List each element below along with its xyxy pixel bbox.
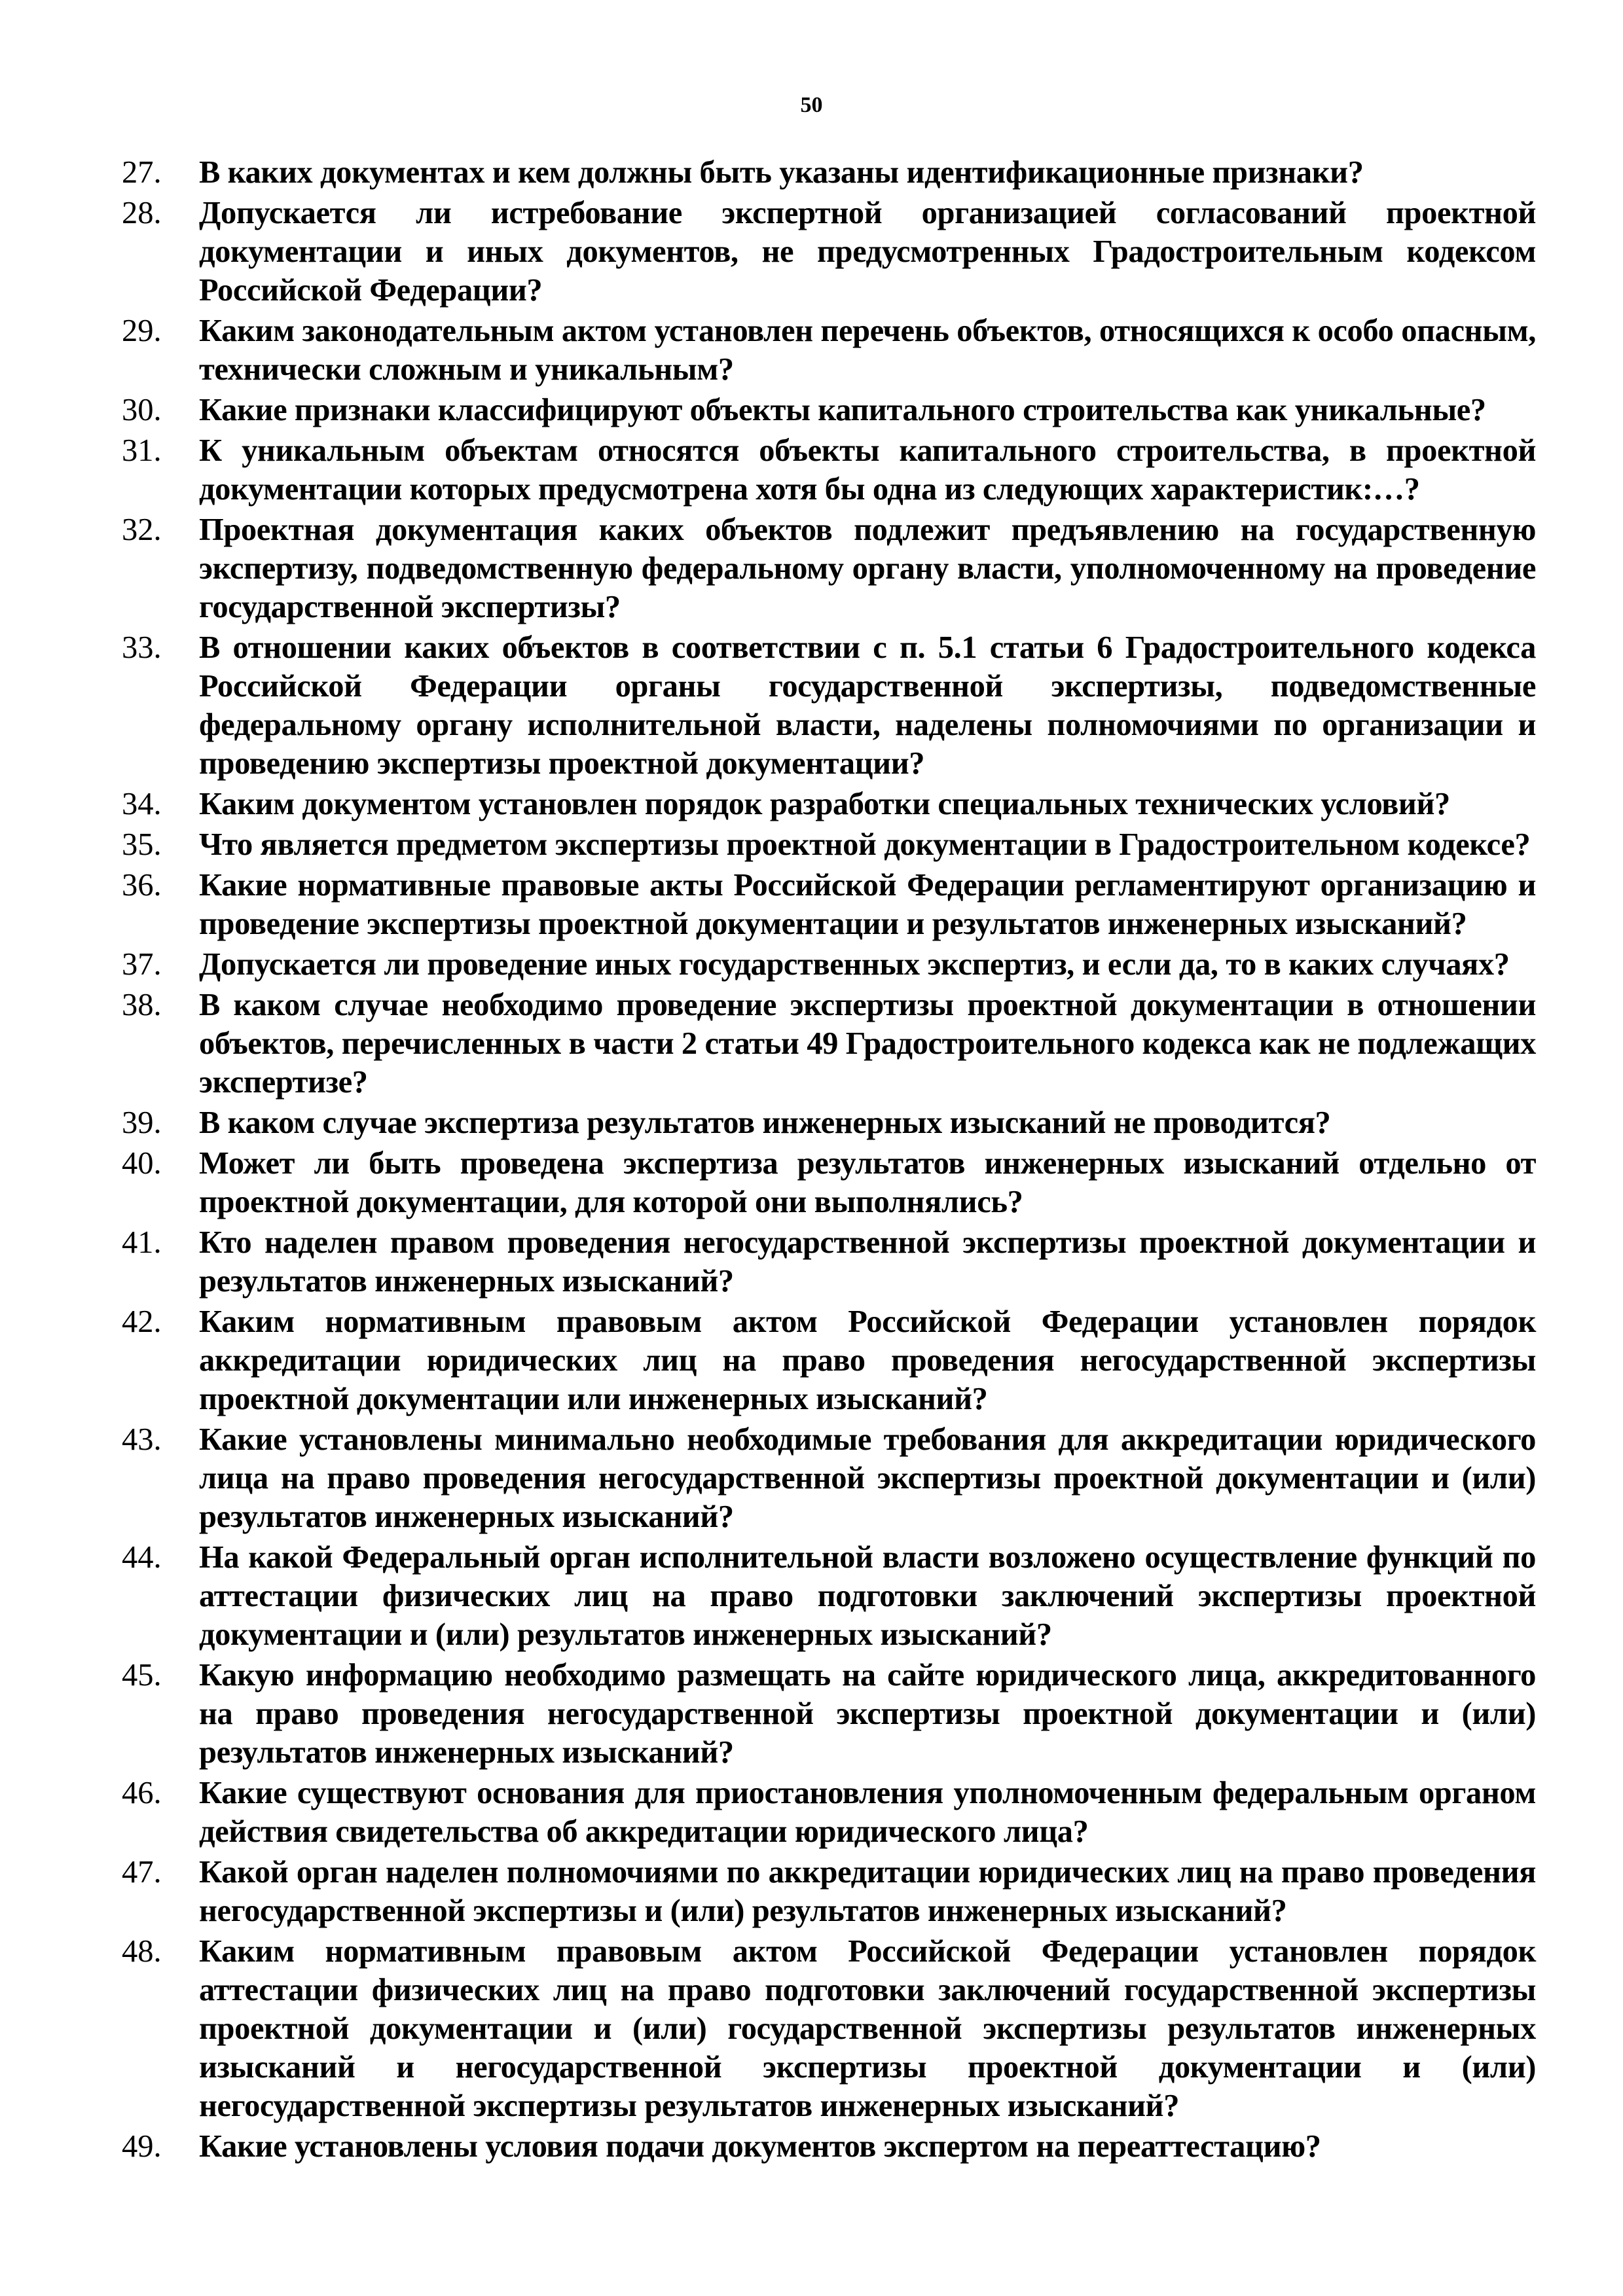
question-text: Каким документом установлен порядок разработки специальных технических условий? bbox=[199, 787, 1450, 821]
question-number: 45. bbox=[122, 1658, 162, 1693]
question-item bbox=[122, 2127, 1536, 2166]
question-text: Допускается ли проведение иных государственных экспертиз, и если да, то в каких случаях? bbox=[199, 947, 1510, 982]
question-text: Какую информацию необходимо размещать на сайте юридического лица, аккредитованного на право проведения негосударственной экспертизы проектной документации и (или) результатов инженерных изысканий? bbox=[199, 1658, 1536, 1770]
question-text: Какие существуют основания для приостановления уполномоченным федеральным органом действия свидетельства об аккредитации юридического лица? bbox=[199, 1776, 1536, 1849]
question-item bbox=[122, 391, 1536, 429]
question-item bbox=[122, 866, 1536, 943]
question-item bbox=[122, 1656, 1536, 1772]
question-text: В каком случае необходимо проведение экспертизы проектной документации в отношении объектов, перечисленных в части 2 статьи 49 Градостроительного кодекса как не подлежащих экспертизе? bbox=[199, 988, 1536, 1100]
question-number: 49. bbox=[122, 2129, 162, 2164]
question-number: 31. bbox=[122, 433, 162, 468]
question-text: В отношении каких объектов в соответствии с п. 5.1 статьи 6 Градостроительного кодекса Российской Федерации органы государственной экспертизы, подведомственные федеральному органу исполнительной власти, наделены полномочиями по организации и проведению экспертизы проектной документации? bbox=[199, 630, 1536, 781]
question-item bbox=[122, 1144, 1536, 1221]
question-list bbox=[122, 153, 1536, 2168]
page-number: 50 bbox=[800, 93, 823, 117]
question-number: 41. bbox=[122, 1225, 162, 1260]
question-number: 40. bbox=[122, 1146, 162, 1181]
question-text: Кто наделен правом проведения негосударственной экспертизы проектной документации и результатов инженерных изысканий? bbox=[199, 1225, 1536, 1299]
question-text: Каким законодательным актом установлен перечень объектов, относящихся к особо опасным, технически сложным и уникальным? bbox=[199, 314, 1536, 387]
question-item bbox=[122, 1420, 1536, 1536]
question-number: 34. bbox=[122, 787, 162, 821]
question-text: Может ли быть проведена экспертиза результатов инженерных изысканий отдельно от проектной документации, для которой они выполнялись? bbox=[199, 1146, 1536, 1219]
question-number: 33. bbox=[122, 630, 162, 665]
question-number: 27. bbox=[122, 155, 162, 190]
question-text: В каком случае экспертиза результатов инженерных изысканий не проводится? bbox=[199, 1105, 1331, 1140]
question-item bbox=[122, 785, 1536, 823]
question-text: Что является предметом экспертизы проектной документации в Градостроительном кодексе? bbox=[199, 827, 1531, 862]
question-item bbox=[122, 628, 1536, 783]
question-text: К уникальным объектам относятся объекты капитального строительства, в проектной документации которых предусмотрена хотя бы одна из следующих характеристик:…? bbox=[199, 433, 1536, 507]
question-number: 42. bbox=[122, 1304, 162, 1339]
question-item bbox=[122, 945, 1536, 984]
question-item bbox=[122, 1223, 1536, 1300]
question-number: 30. bbox=[122, 393, 162, 427]
question-number: 39. bbox=[122, 1105, 162, 1140]
question-number: 35. bbox=[122, 827, 162, 862]
question-number: 47. bbox=[122, 1855, 162, 1890]
question-item bbox=[122, 1302, 1536, 1418]
question-number: 29. bbox=[122, 314, 162, 348]
question-number: 43. bbox=[122, 1422, 162, 1457]
question-item bbox=[122, 312, 1536, 389]
question-item bbox=[122, 1103, 1536, 1142]
question-number: 48. bbox=[122, 1934, 162, 1969]
question-text: Каким нормативным правовым актом Российской Федерации установлен порядок аттестации физических лиц на право подготовки заключений государственной экспертизы проектной документации и (или) государственной экспертизы результатов инженерных изысканий и негосударственной экспертизы проектной документации и (или) негосударственной экспертизы результатов инженерных изысканий? bbox=[199, 1934, 1536, 2123]
question-item bbox=[122, 153, 1536, 192]
question-text: Проектная документация каких объектов подлежит предъявлению на государственную экспертизу, подведомственную федеральному органу власти, уполномоченному на проведение государственной экспертизы? bbox=[199, 512, 1536, 624]
question-number: 28. bbox=[122, 196, 162, 230]
question-item bbox=[122, 1774, 1536, 1851]
question-text: Какой орган наделен полномочиями по аккредитации юридических лиц на право проведения негосударственной экспертизы и (или) результатов инженерных изысканий? bbox=[199, 1855, 1536, 1928]
question-number: 38. bbox=[122, 988, 162, 1022]
question-text: Каким нормативным правовым актом Российской Федерации установлен порядок аккредитации юридических лиц на право проведения негосударственной экспертизы проектной документации или инженерных изысканий? bbox=[199, 1304, 1536, 1416]
question-number: 37. bbox=[122, 947, 162, 982]
question-number: 32. bbox=[122, 512, 162, 547]
question-item bbox=[122, 825, 1536, 864]
question-item bbox=[122, 511, 1536, 626]
question-item bbox=[122, 431, 1536, 509]
question-text: Какие установлены минимально необходимые требования для аккредитации юридического лица на право проведения негосударственной экспертизы проектной документации и (или) результатов инженерных изысканий? bbox=[199, 1422, 1536, 1534]
question-text: На какой Федеральный орган исполнительной власти возложено осуществление функций по аттестации физических лиц на право подготовки заключений экспертизы проектной документации и (или) результатов инженерных изысканий? bbox=[199, 1540, 1536, 1652]
question-text: В каких документах и кем должны быть указаны идентификационные признаки? bbox=[199, 155, 1364, 190]
question-number: 46. bbox=[122, 1776, 162, 1810]
question-text: Какие признаки классифицируют объекты капитального строительства как уникальные? bbox=[199, 393, 1486, 427]
question-item bbox=[122, 986, 1536, 1102]
question-text: Какие нормативные правовые акты Российской Федерации регламентируют организацию и проведение экспертизы проектной документации и результатов инженерных изысканий? bbox=[199, 868, 1536, 941]
question-item bbox=[122, 194, 1536, 310]
question-item bbox=[122, 1853, 1536, 1930]
question-text: Какие установлены условия подачи документов экспертом на переаттестацию? bbox=[199, 2129, 1321, 2164]
question-number: 44. bbox=[122, 1540, 162, 1575]
question-item bbox=[122, 1538, 1536, 1654]
question-text: Допускается ли истребование экспертной организацией согласований проектной документации и иных документов, не предусмотренных Градостроительным кодексом Российской Федерации? bbox=[199, 196, 1536, 308]
question-item bbox=[122, 1932, 1536, 2125]
question-number: 36. bbox=[122, 868, 162, 903]
